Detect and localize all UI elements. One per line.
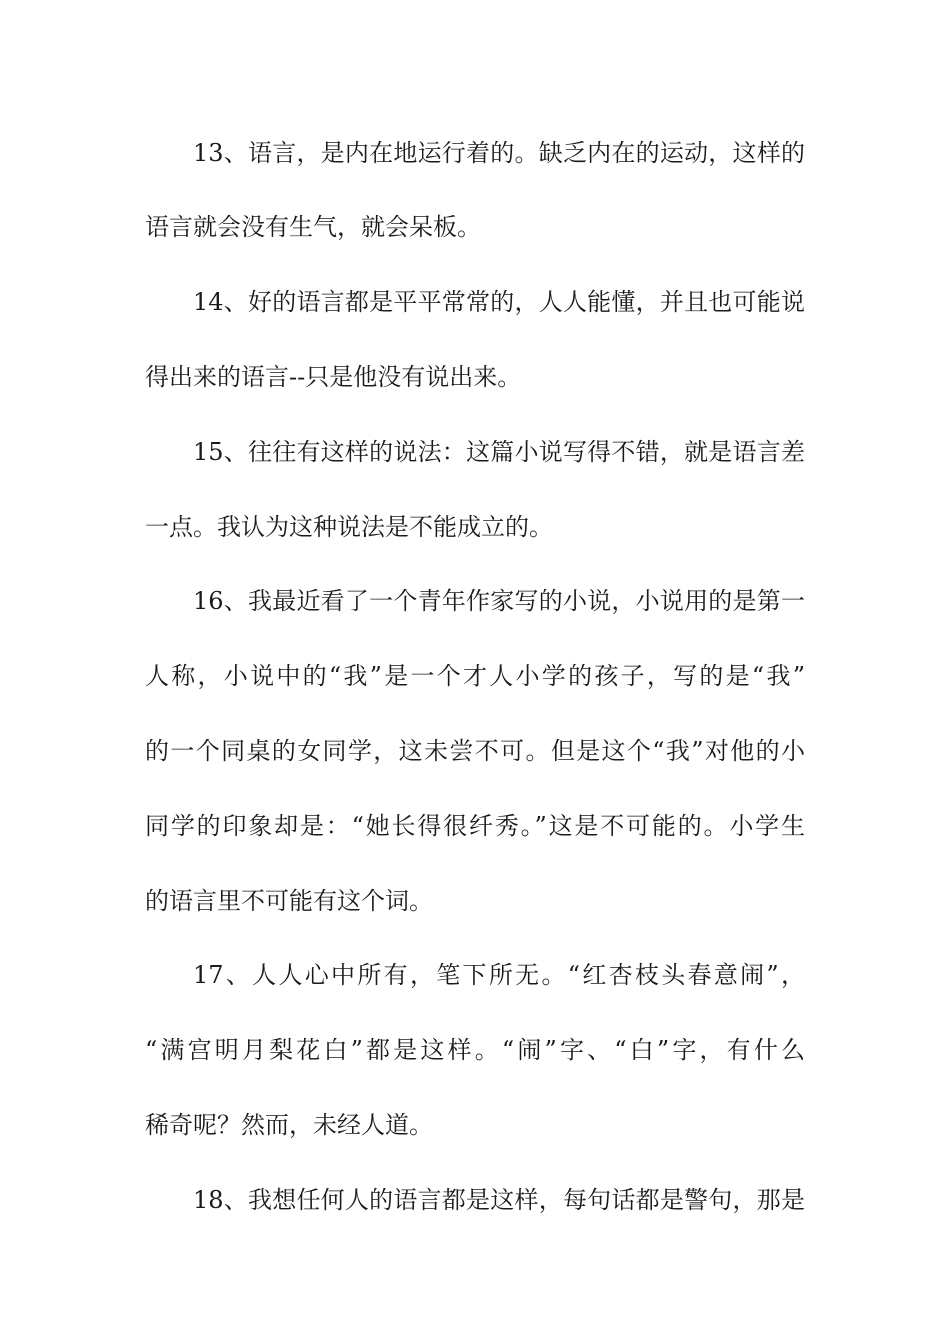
text-line: 的语言里不可能有这个词。 [145, 887, 433, 915]
text-line: 18、我想任何人的语言都是这样，每句话都是警句，那是 [193, 1186, 805, 1214]
text-line: 16、我最近看了一个青年作家写的小说，小说用的是第一 [193, 587, 805, 615]
text-line: 14、好的语言都是平平常常的，人人能懂，并且也可能说 [193, 288, 805, 316]
text-line: 语言就会没有生气，就会呆板。 [145, 213, 481, 241]
text-line: 的一个同桌的女同学，这未尝不可。但是这个“我”对他的小 [145, 737, 805, 765]
text-line: “满宫明月梨花白”都是这样。“闹”字、“白”字，有什么 [145, 1036, 805, 1064]
text-line: 同学的印象却是：“她长得很纤秀。”这是不可能的。小学生 [145, 812, 805, 840]
text-line: 17、人人心中所有，笔下所无。“红杏枝头春意闹”， [193, 961, 805, 989]
text-line: 一点。我认为这种说法是不能成立的。 [145, 513, 553, 541]
text-line: 13、语言，是内在地运行着的。缺乏内在的运动，这样的 [193, 139, 805, 167]
text-line: 15、往往有这样的说法：这篇小说写得不错，就是语言差 [193, 438, 805, 466]
text-line: 稀奇呢？然而，未经人道。 [145, 1111, 433, 1139]
text-line: 人称，小说中的“我”是一个才人小学的孩子，写的是“我” [145, 662, 805, 690]
text-line: 得出来的语言--只是他没有说出来。 [145, 363, 522, 391]
